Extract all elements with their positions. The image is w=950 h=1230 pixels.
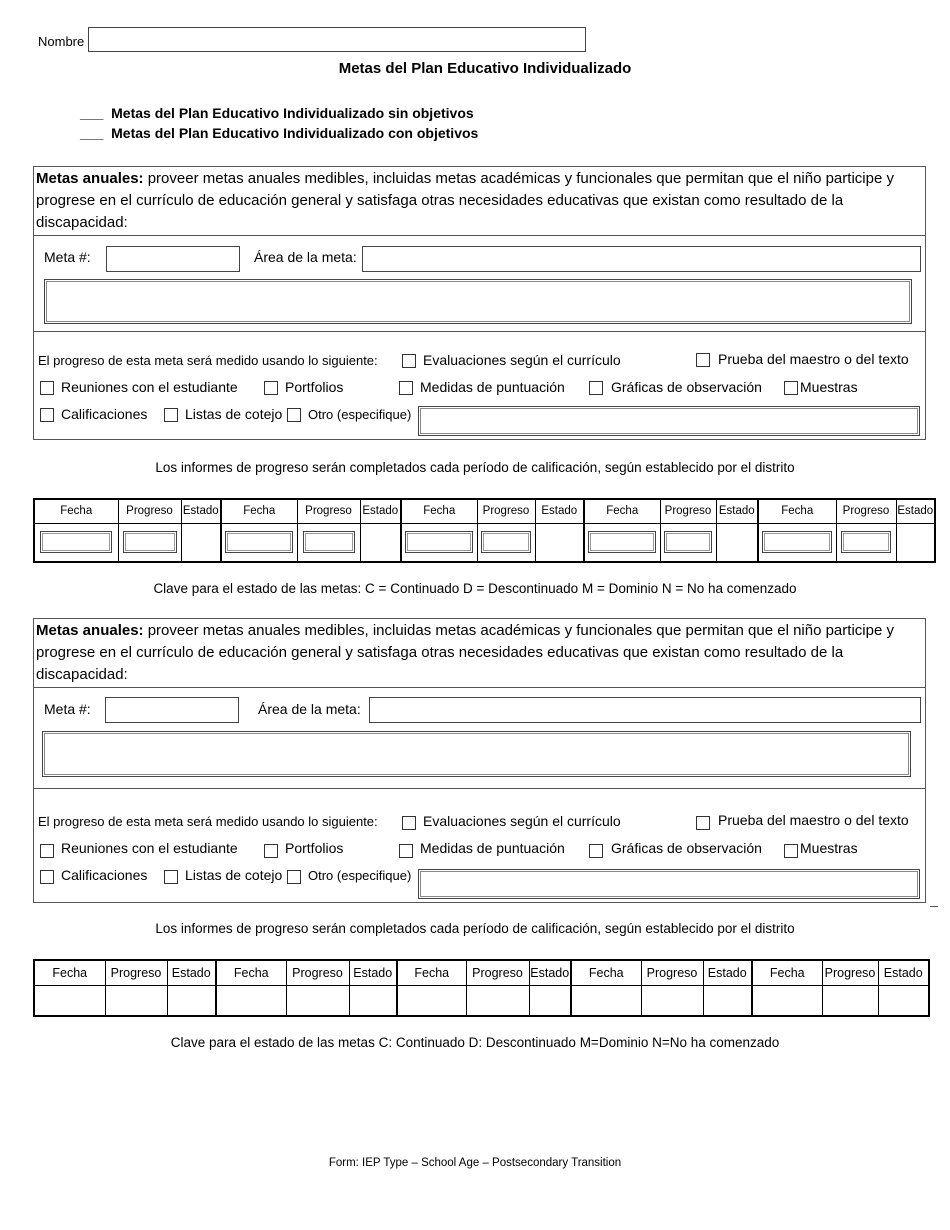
option-label: Metas del Plan Educativo Individualizado con objetivos bbox=[111, 125, 479, 141]
estado-cell[interactable] bbox=[167, 985, 216, 1016]
measure-label: El progreso de esta meta será medido usando lo siguiente: bbox=[38, 353, 378, 368]
header-fecha: Fecha bbox=[397, 960, 466, 985]
checkbox-observation-label: Gráficas de observación bbox=[611, 840, 762, 856]
annual-goals-label: Metas anuales: bbox=[36, 170, 144, 187]
checkbox-checklists-label: Listas de cotejo bbox=[185, 406, 283, 422]
header-fecha: Fecha bbox=[752, 960, 822, 985]
checkbox-portfolios-label: Portfolios bbox=[285, 840, 344, 856]
goal-number-label: Meta #: bbox=[44, 701, 91, 717]
checkbox-curriculum-label: Evaluaciones según el currículo bbox=[423, 352, 621, 368]
header-progreso: Progreso bbox=[466, 960, 529, 985]
goal-number-label: Meta #: bbox=[44, 249, 91, 265]
estado-cell[interactable] bbox=[716, 523, 758, 562]
checkbox-meetings-label: Reuniones con el estudiante bbox=[61, 379, 238, 395]
progreso-cell[interactable] bbox=[286, 985, 349, 1016]
progreso-cell[interactable] bbox=[105, 985, 167, 1016]
progreso-cell[interactable] bbox=[641, 985, 703, 1016]
header-estado: Estado bbox=[167, 960, 216, 985]
checkbox-meetings[interactable] bbox=[40, 844, 54, 858]
checkbox-other-label: Otro (especifique) bbox=[308, 407, 412, 422]
measure-label: El progreso de esta meta será medido usando lo siguiente: bbox=[38, 814, 378, 829]
option-label: Metas del Plan Educativo Individualizado sin objetivos bbox=[111, 105, 474, 121]
progreso-input[interactable] bbox=[303, 531, 355, 553]
header-progreso: Progreso bbox=[297, 499, 360, 523]
checkbox-samples[interactable] bbox=[784, 844, 798, 858]
table-row bbox=[34, 523, 935, 562]
fecha-cell[interactable] bbox=[752, 985, 822, 1016]
checkbox-portfolios[interactable] bbox=[264, 844, 278, 858]
header-progreso: Progreso bbox=[641, 960, 703, 985]
estado-cell[interactable] bbox=[878, 985, 929, 1016]
checkbox-checklists[interactable] bbox=[164, 870, 178, 884]
header-progreso: Progreso bbox=[286, 960, 349, 985]
header-progreso: Progreso bbox=[836, 499, 896, 523]
checkbox-observation[interactable] bbox=[589, 381, 603, 395]
checkbox-checklists[interactable] bbox=[164, 408, 178, 422]
fecha-input[interactable] bbox=[405, 531, 473, 553]
checkbox-meetings[interactable] bbox=[40, 381, 54, 395]
name-input[interactable] bbox=[88, 27, 586, 52]
fecha-cell[interactable] bbox=[397, 985, 466, 1016]
progreso-cell[interactable] bbox=[466, 985, 529, 1016]
progreso-input[interactable] bbox=[481, 531, 531, 553]
header-progreso: Progreso bbox=[822, 960, 878, 985]
table-header-row bbox=[34, 499, 935, 523]
checkbox-meetings-label: Reuniones con el estudiante bbox=[61, 840, 238, 856]
fecha-cell[interactable] bbox=[34, 985, 105, 1016]
checkbox-scoring[interactable] bbox=[399, 844, 413, 858]
other-specify-input[interactable] bbox=[418, 406, 920, 436]
goal-area-label: Área de la meta: bbox=[254, 249, 357, 265]
checkbox-curriculum-label: Evaluaciones según el currículo bbox=[423, 813, 621, 829]
header-fecha: Fecha bbox=[34, 960, 105, 985]
checkbox-other[interactable] bbox=[287, 408, 301, 422]
checkbox-samples-label: Muestras bbox=[800, 379, 858, 395]
goal-section-2 bbox=[33, 618, 926, 903]
goal-area-input[interactable] bbox=[362, 246, 921, 272]
header-fecha: Fecha bbox=[758, 499, 836, 523]
header-fecha: Fecha bbox=[584, 499, 660, 523]
goal-section-1 bbox=[33, 166, 926, 440]
checkbox-curriculum[interactable] bbox=[402, 816, 416, 830]
checkbox-grades[interactable] bbox=[40, 408, 54, 422]
name-label: Nombre bbox=[38, 34, 85, 49]
header-estado: Estado bbox=[529, 960, 571, 985]
goal-number-input[interactable] bbox=[105, 697, 239, 723]
table-row bbox=[34, 985, 929, 1016]
annual-goals-text bbox=[36, 168, 921, 234]
fecha-cell[interactable] bbox=[216, 985, 286, 1016]
table-header-row bbox=[34, 960, 929, 985]
margin-tick bbox=[930, 906, 938, 907]
checkbox-scoring-label: Medidas de puntuación bbox=[420, 840, 565, 856]
checkbox-grades[interactable] bbox=[40, 870, 54, 884]
goal-area-label: Área de la meta: bbox=[258, 701, 361, 717]
annual-goals-body: proveer metas anuales medibles, incluidas metas académicas y funcionales que permitan que el niño participe y progrese en el currículo de educación general y satisfaga otras necesidades educativas que existan como resultado de la discapacidad: bbox=[36, 622, 894, 683]
header-estado: Estado bbox=[349, 960, 397, 985]
status-key-2: Clave para el estado de las metas C: Continuado D: Descontinuado M=Dominio N=No ha comenzado bbox=[170, 1035, 780, 1050]
estado-cell[interactable] bbox=[896, 523, 935, 562]
checkbox-teacher-test-label: Prueba del maestro o del texto bbox=[718, 812, 909, 828]
estado-cell[interactable] bbox=[349, 985, 397, 1016]
checkbox-observation-label: Gráficas de observación bbox=[611, 379, 762, 395]
fecha-input[interactable] bbox=[588, 531, 656, 553]
header-estado: Estado bbox=[896, 499, 935, 523]
divider bbox=[34, 331, 925, 332]
checkbox-other[interactable] bbox=[287, 870, 301, 884]
checkbox-portfolios-label: Portfolios bbox=[285, 379, 344, 395]
checkbox-teacher-test-label: Prueba del maestro o del texto bbox=[718, 351, 909, 367]
checkbox-curriculum[interactable] bbox=[402, 354, 416, 368]
goal-number-input[interactable] bbox=[106, 246, 240, 272]
estado-cell[interactable] bbox=[529, 985, 571, 1016]
option-without-objectives[interactable] bbox=[80, 105, 474, 121]
header-fecha: Fecha bbox=[571, 960, 641, 985]
goal-description-input[interactable] bbox=[42, 731, 911, 777]
divider bbox=[34, 687, 925, 688]
progreso-input[interactable] bbox=[123, 531, 177, 553]
estado-cell[interactable] bbox=[181, 523, 221, 562]
progreso-input[interactable] bbox=[841, 531, 891, 553]
header-progreso: Progreso bbox=[105, 960, 167, 985]
progress-report-note: Los informes de progreso serán completados cada período de calificación, según establecido por el distrito bbox=[155, 921, 795, 936]
status-key-1: Clave para el estado de las metas: C = Continuado D = Descontinuado M = Dominio N = No ha comenzado bbox=[153, 581, 797, 596]
header-estado: Estado bbox=[878, 960, 929, 985]
header-fecha: Fecha bbox=[401, 499, 477, 523]
page-title: Metas del Plan Educativo Individualizado bbox=[338, 60, 632, 77]
divider bbox=[34, 788, 925, 789]
goal-description-input[interactable] bbox=[44, 279, 912, 324]
header-fecha: Fecha bbox=[34, 499, 118, 523]
annual-goals-label: Metas anuales: bbox=[36, 622, 144, 639]
checkbox-portfolios[interactable] bbox=[264, 381, 278, 395]
checkbox-scoring-label: Medidas de puntuación bbox=[420, 379, 565, 395]
goal-area-input[interactable] bbox=[369, 697, 921, 723]
annual-goals-text bbox=[36, 620, 921, 686]
header-estado: Estado bbox=[535, 499, 584, 523]
header-fecha: Fecha bbox=[216, 960, 286, 985]
header-fecha: Fecha bbox=[221, 499, 297, 523]
progreso-cell[interactable] bbox=[822, 985, 878, 1016]
header-progreso: Progreso bbox=[477, 499, 535, 523]
checkbox-grades-label: Calificaciones bbox=[61, 406, 148, 422]
progress-table-2 bbox=[33, 959, 930, 1017]
checkbox-teacher-test[interactable] bbox=[696, 816, 710, 830]
annual-goals-body: proveer metas anuales medibles, incluidas metas académicas y funcionales que permitan que el niño participe y progrese en el currículo de educación general y satisfaga otras necesidades educativas que existan como resultado de la discapacidad: bbox=[36, 170, 894, 231]
checkbox-checklists-label: Listas de cotejo bbox=[185, 867, 283, 883]
fecha-cell[interactable] bbox=[571, 985, 641, 1016]
fecha-input[interactable] bbox=[225, 531, 293, 553]
progreso-input[interactable] bbox=[664, 531, 712, 553]
estado-cell[interactable] bbox=[360, 523, 401, 562]
divider bbox=[34, 235, 925, 236]
checkbox-samples[interactable] bbox=[784, 381, 798, 395]
header-estado: Estado bbox=[716, 499, 758, 523]
checkbox-teacher-test[interactable] bbox=[696, 353, 710, 367]
header-progreso: Progreso bbox=[118, 499, 181, 523]
other-specify-input[interactable] bbox=[418, 869, 920, 899]
checkbox-other-label: Otro (especifique) bbox=[308, 868, 412, 883]
header-progreso: Progreso bbox=[660, 499, 716, 523]
option-with-objectives[interactable] bbox=[80, 125, 478, 141]
checkbox-scoring[interactable] bbox=[399, 381, 413, 395]
footer: Form: IEP Type – School Age – Postsecondary Transition bbox=[328, 1157, 622, 1169]
checkbox-samples-label: Muestras bbox=[800, 840, 858, 856]
header-estado: Estado bbox=[360, 499, 401, 523]
progress-report-note: Los informes de progreso serán completados cada período de calificación, según establecido por el distrito bbox=[155, 460, 795, 475]
header-estado: Estado bbox=[181, 499, 221, 523]
checkbox-grades-label: Calificaciones bbox=[61, 867, 148, 883]
estado-cell[interactable] bbox=[703, 985, 752, 1016]
header-estado: Estado bbox=[703, 960, 752, 985]
estado-cell[interactable] bbox=[535, 523, 584, 562]
fecha-input[interactable] bbox=[762, 531, 832, 553]
fecha-input[interactable] bbox=[40, 531, 112, 553]
checkbox-observation[interactable] bbox=[589, 844, 603, 858]
progress-table-1 bbox=[33, 498, 936, 563]
option-blank: ___ bbox=[80, 125, 104, 141]
option-blank: ___ bbox=[80, 105, 104, 121]
